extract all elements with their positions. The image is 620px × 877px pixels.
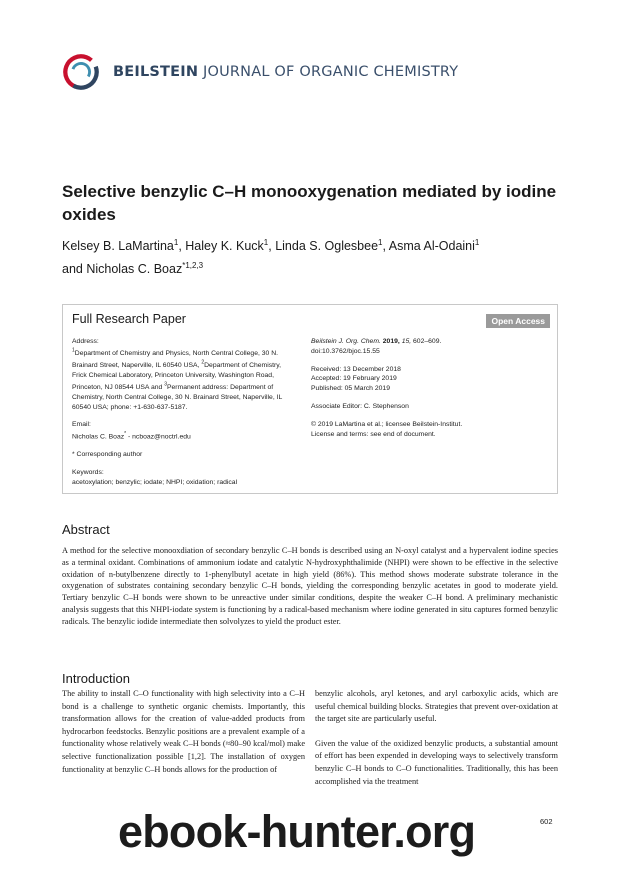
journal-name-bold: BEILSTEIN	[113, 64, 199, 80]
dates-block	[311, 365, 551, 394]
copyright-block	[311, 420, 551, 440]
article-title: Selective benzylic C–H monooxygenation mediated by iodine oxides	[62, 182, 557, 224]
intro-paragraph: The ability to install C–O functionality with high selectivity into a C–H bond is a challenge to synthetic organic chemists. Importantly, this transformation allows for the creation of value-added products from hydrocarbon feedstocks. Benzylic positions are a prevalent example of a functionality whose relatively weak C–H bonds (≈80–90 kcal/mol) make selective functionalization possible [1,2]. The installation of oxygen functionality at benzylic C–H bonds allows for the production of	[62, 689, 305, 774]
address-affiliation-mark: 3	[164, 381, 167, 388]
author-list: Kelsey B. LaMartina$^1$, Haley K. Kuck$^1$, Linda S. Oglesbee$^1$, Asma Al-Odaini$^1$ and Nicholas C. Boaz$^{*1,2,3}$	[62, 238, 480, 277]
author-affiliation: 1	[378, 238, 383, 247]
abstract-heading: Abstract	[62, 522, 110, 537]
author-name: Asma Al-Odaini	[388, 239, 475, 254]
address-text	[72, 347, 283, 411]
author-affiliation: 1	[263, 238, 269, 247]
intro-paragraph: Given the value of the oxidized benzylic products, a substantial amount of effort has been expended in developing ways to selectively transform benzylic C–H bonds to C–O functionalities. Traditionally, this has been accomplished via the treatment	[315, 738, 558, 786]
citation-pages: 602–609.	[413, 338, 442, 345]
email-label: Email:	[72, 421, 91, 429]
author-affiliation: 1	[173, 238, 179, 247]
journal-name	[113, 64, 458, 80]
keywords-block	[72, 468, 296, 488]
license-link[interactable]: License and terms: see end of document.	[311, 430, 436, 438]
citation-year: 2019,	[382, 338, 400, 345]
address-label: Address:	[72, 338, 99, 345]
doi-link[interactable]: doi:10.3762/bjoc.15.55	[311, 347, 380, 355]
article-type: Full Research Paper	[72, 312, 186, 326]
journal-name-rest: JOURNAL OF ORGANIC CHEMISTRY	[202, 64, 459, 80]
introduction-left-column	[62, 688, 305, 788]
author-affiliation: 1	[474, 238, 480, 247]
info-left-column	[72, 337, 296, 496]
associate-editor: Associate Editor: C. Stephenson	[311, 402, 409, 410]
open-access-badge: Open Access	[486, 314, 550, 328]
address-affiliation-mark: 2	[201, 359, 205, 366]
intro-paragraph: benzylic alcohols, aryl ketones, and aryl carboxylic acids, which are useful chemical building blocks. Strategies that prevent over-oxidation at the target site are particularly useful.	[315, 689, 558, 724]
copyright-text: © 2019 LaMartina et al.; licensee Beilstein-Institut.	[311, 420, 463, 428]
journal-logo	[62, 52, 462, 92]
introduction-right-column	[315, 688, 558, 800]
author-name: and Nicholas C. Boaz	[62, 262, 183, 277]
email-block	[72, 420, 296, 442]
accepted-date: Accepted: 19 February 2019	[311, 375, 397, 383]
address-affiliation-mark: 1	[72, 347, 75, 354]
received-date: Received: 13 December 2018	[311, 365, 401, 373]
citation-block	[311, 337, 551, 357]
published-date: Published: 05 March 2019	[311, 385, 390, 393]
abstract-text: A method for the selective monooxdiation of secondary benzylic C–H bonds is described using an N-oxyl catalyst and a hypervalent iodine species as a terminal oxidant. Combinations of ammonium iodate and catalytic N-hydroxyphthalimide (NHPI) were shown to be effective in the selective oxidation of n-butylbenzene directly to 1-phenylbutyl acetate in high yield (86%). This method shows moderate substrate tolerance in the oxygenation of substrates containing secondary benzylic C–H bonds, yielding the corresponding benzylic acetates in good to moderate yield. Tertiary benzylic C–H bonds were shown to be unreactive under similar conditions, despite the weaker C–H bond. A preliminary mechanistic analysis suggests that this NHPI-iodate system is functioning by a radical-based mechanism where iodine generated in situ captures formed benzylic radicals. The benzylic iodide intermediate then solvolyzes to yield the product ester.	[62, 546, 558, 626]
citation-volume: 15,	[401, 338, 412, 345]
address-part: Department of Chemistry, Frick Chemical Laboratory, Princeton University, Washington Road, Princeton, NJ 08544 USA and	[72, 362, 282, 391]
author-affiliation: *1,2,3	[182, 261, 204, 271]
author-name: Haley K. Kuck	[185, 239, 264, 254]
beilstein-ring-logo-icon	[62, 53, 100, 91]
email-address-link[interactable]: - ncboaz@noctrl.edu	[126, 433, 191, 441]
article-info-box	[62, 304, 558, 494]
corresponding-note: * Corresponding author	[72, 451, 143, 459]
email-mark: *	[124, 431, 127, 438]
email-author: Nicholas C. Boaz	[72, 433, 125, 441]
info-right-column	[311, 337, 551, 447]
watermark-text: ebook-hunter.org	[118, 806, 476, 857]
keywords-label: Keywords:	[72, 469, 104, 477]
introduction-heading: Introduction	[62, 671, 130, 686]
author-name: Kelsey B. LaMartina	[62, 239, 174, 254]
address-block	[72, 337, 296, 412]
address-part: Department of Chemistry and Physics, North Central College, 30 N. Brainard Street, Naperville, IL 60540 USA,	[72, 350, 279, 370]
author-name: Linda S. Oglesbee	[275, 239, 379, 254]
citation-journal: Beilstein J. Org. Chem.	[311, 338, 381, 345]
keywords-list: acetoxylation; benzylic; iodate; NHPI; oxidation; radical	[72, 478, 238, 486]
page-number: 602	[540, 817, 553, 826]
address-part: Permanent address: Department of Chemistry, North Central College, 30 N. Brainard Street, Naperville, IL 60540 USA; phone: +1-630-637-5187.	[72, 383, 283, 411]
